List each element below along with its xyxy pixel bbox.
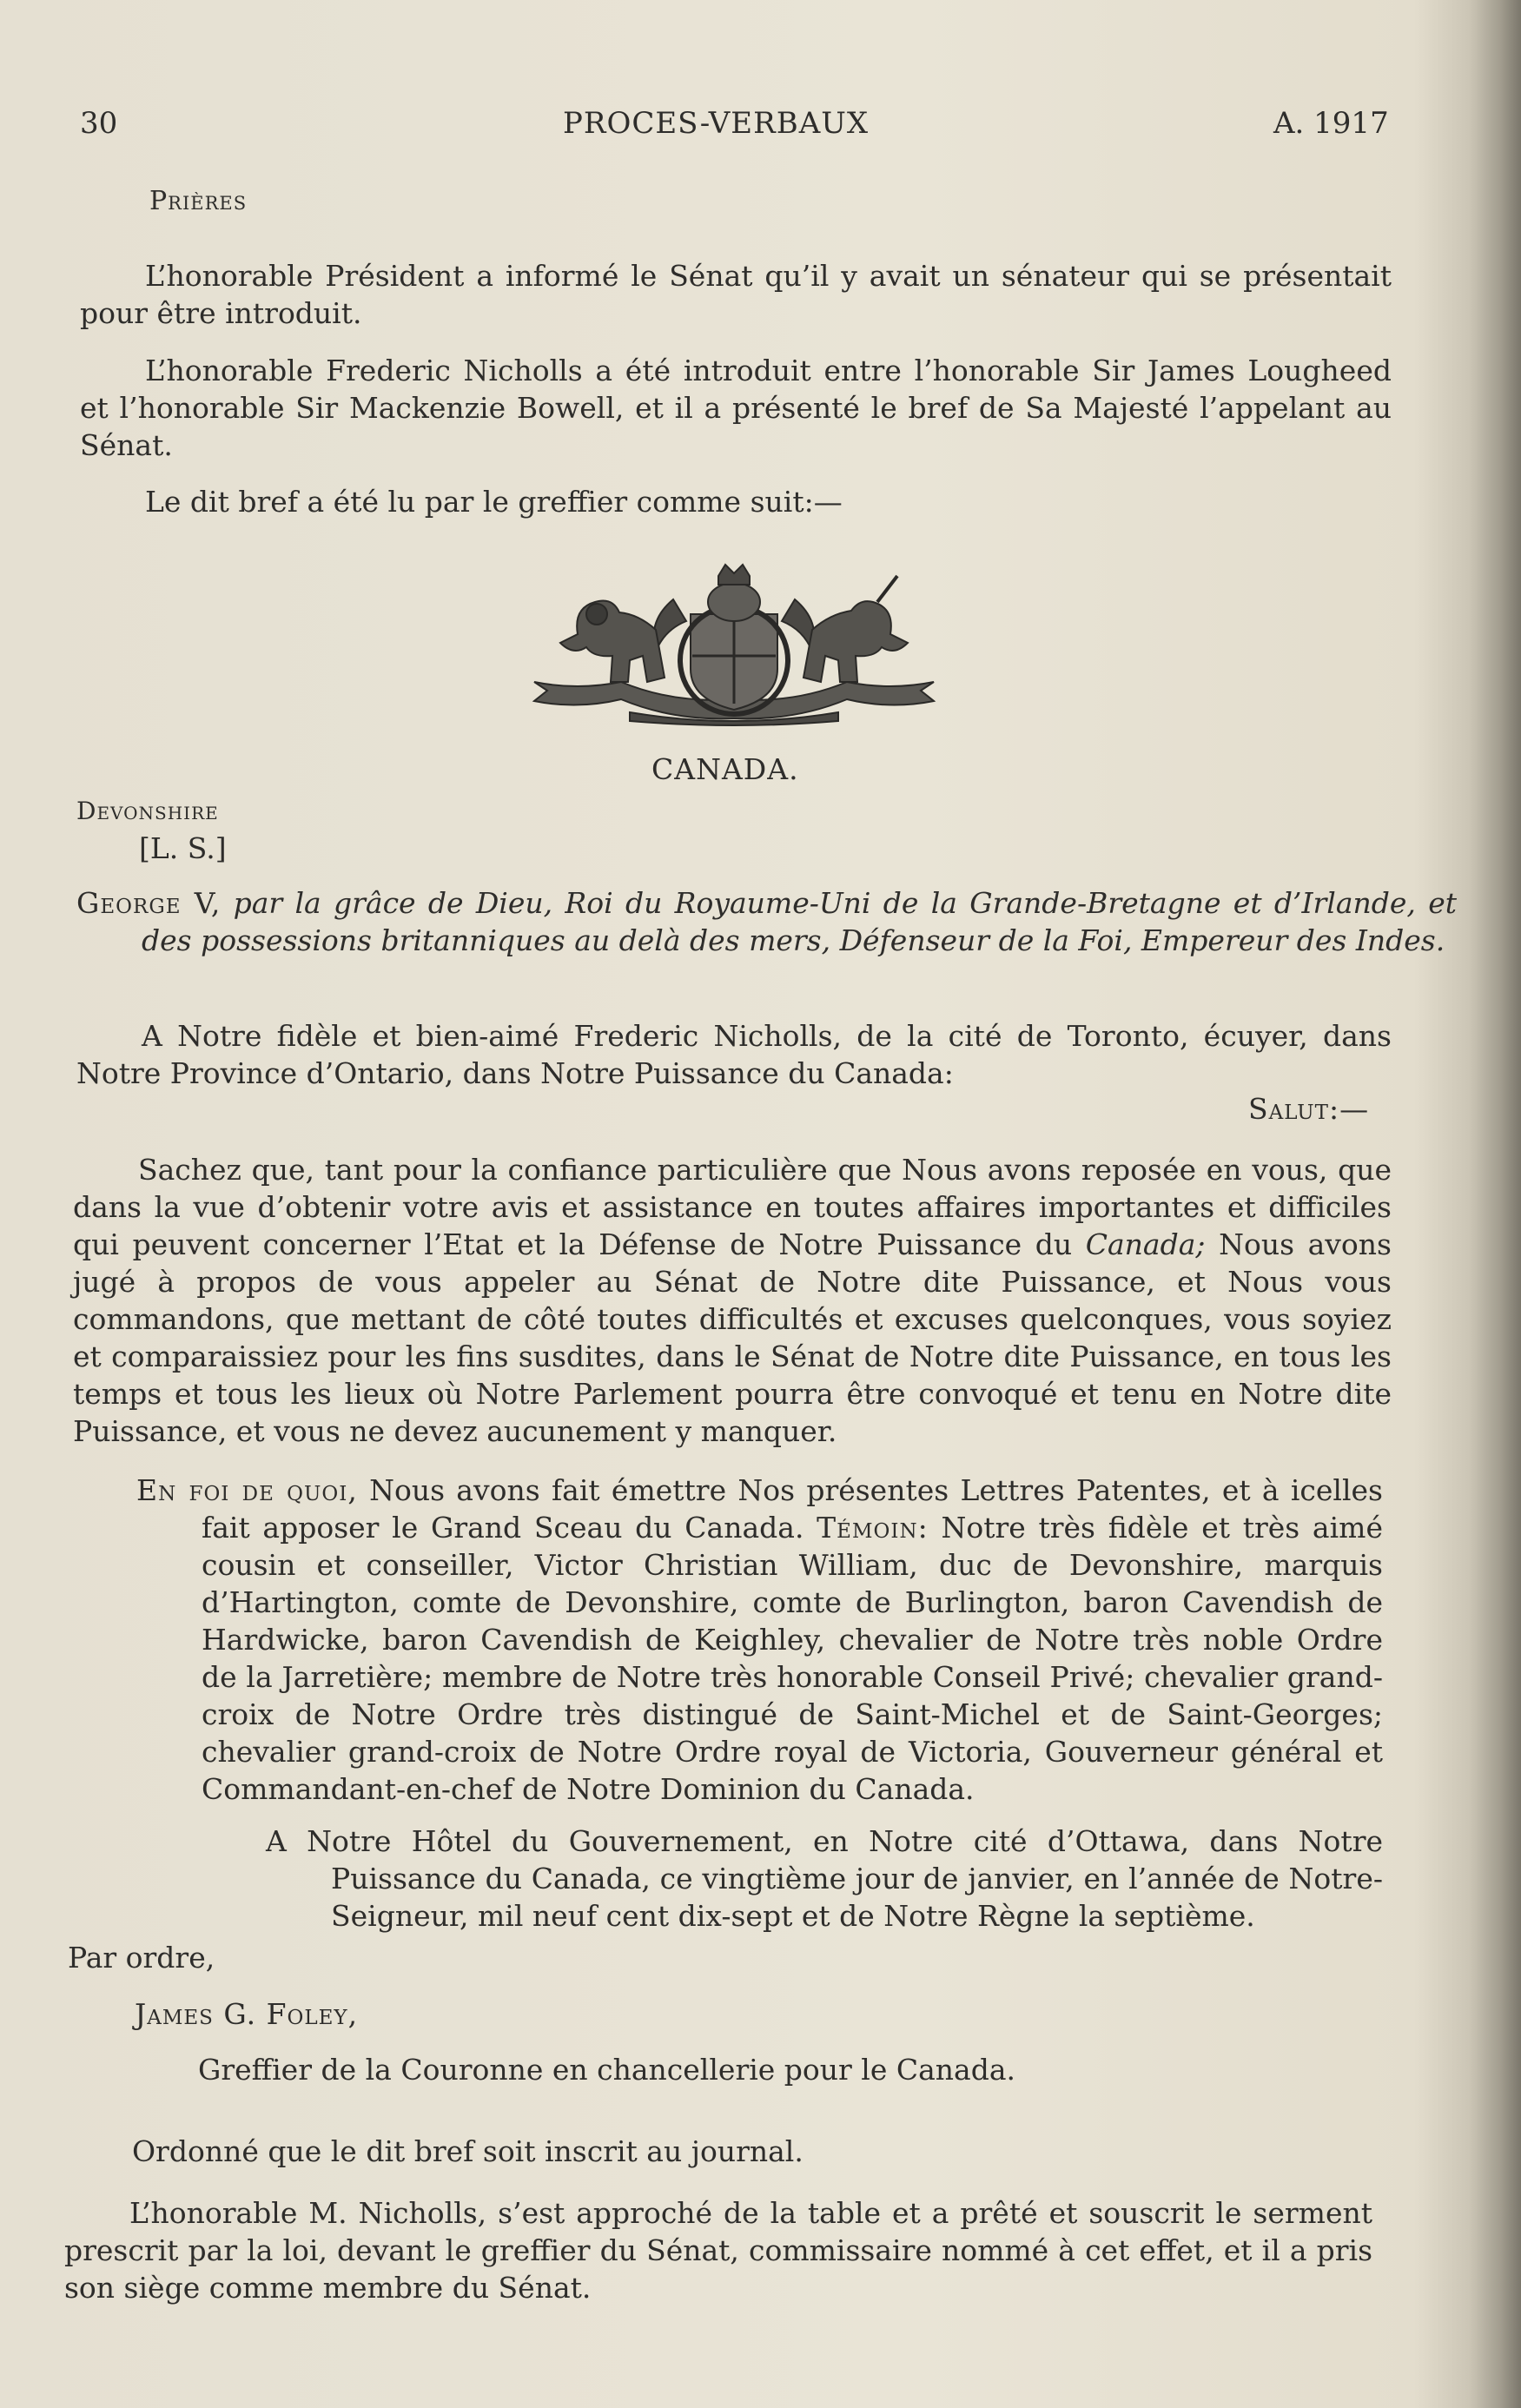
king-title — [76, 884, 1457, 959]
attestation-paragraph — [136, 1472, 1383, 1808]
paragraph-bref: Le dit bref a été lu par le greffier comme suit:— — [145, 485, 843, 519]
section-heading: Prières — [149, 186, 248, 216]
address-paragraph: A Notre fidèle et bien-aimé Frederic Nicholls, de la cité de Toronto, écuyer, dans Notre Province d’Ontario, dans Notre Puissance du Canada: — [76, 1019, 1392, 1090]
year-label: A. 1917 — [1273, 106, 1389, 141]
signatory-title: Greffier de la Couronne en chancellerie pour le Canada. — [198, 2053, 1016, 2087]
book-spine-shadow — [1469, 0, 1521, 2408]
writ-body-canada: Canada; — [1085, 1227, 1206, 1261]
canada-heading: CANADA. — [651, 752, 799, 786]
ordonne-paragraph: Ordonné que le dit bref soit inscrit au journal. — [132, 2134, 803, 2168]
seal-label: [L. S.] — [139, 831, 227, 865]
attestation-lead: En foi de quoi, — [136, 1473, 358, 1507]
page-title: PROCES-VERBAUX — [563, 106, 870, 141]
par-ordre-label: Par ordre, — [68, 1941, 215, 1975]
attestation-text-1: Nous avons fait émettre Nos présentes Lettres Patentes, et à icelles fait apposer le Grand Sceau du Canada. — [202, 1473, 1383, 1545]
temoin-label: Témoin: — [817, 1511, 929, 1545]
paragraph-president: L’honorable Président a informé le Sénat qu’il y avait un sénateur qui se présentait pour être introduit. — [80, 259, 1392, 330]
attestation-text-2: Notre très fidèle et très aimé cousin et conseiller, Victor Christian William, duc de Devonshire, marquis d’Hartington, comte de Devonshire, comte de Burlington, baron Cavendish de Hardwicke, baron Cavendish de Keighley, chevalier de Notre très noble Ordre de la Jarretière; membre de Notre très honorable Conseil Privé; chevalier grand-croix de Notre Ordre très distingué de Saint-Michel et de Saint-Georges; chevalier grand-croix de Notre Ordre royal de Victoria, Gouverneur général et Commandant-en-chef de Notre Dominion du Canada. — [202, 1511, 1383, 1806]
signatory-name: James G. Foley, — [135, 1997, 359, 2031]
king-name: George V, — [76, 886, 222, 920]
place-and-date: A Notre Hôtel du Gouvernement, en Notre cité d’Ottawa, dans Notre Puissance du Canada, ce vingtième jour de janvier, en l’année de Notre-Seigneur, mil neuf cent dix-sept et de Notre Règne la septième. — [266, 1824, 1383, 1933]
paragraph-introduction: L’honorable Frederic Nicholls a été introduit entre l’honorable Sir James Lougheed et l’honorable Sir Mackenzie Bowell, et il a présenté le bref de Sa Majesté l’appelant au Sénat. — [80, 354, 1392, 462]
writ-body-text-1: Sachez que, tant pour la confiance particulière que Nous avons reposée en vous, que dans la vue d’obtenir votre avis et assistance en toutes affaires importantes et difficiles qui peuvent concerner l’Etat et la Défense de Notre Puissance du — [73, 1153, 1392, 1261]
royal-coat-of-arms-icon — [526, 560, 942, 730]
writ-body-text-2: Nous avons jugé à propos de vous appeler au Sénat de Notre dite Puissance, et Nous vous commandons, que mettant de côté toutes difficultés et excuses quelconques, vous soyiez et comparaissiez pour les fins susdites, dans le Sénat de Notre dite Puissance, en tous les temps et tous les lieux où Notre Parlement pourra être convoqué et tenu en Notre dite Puissance, et vous ne devez aucunement y manquer. — [73, 1227, 1392, 1448]
salut-label: Salut:— — [1248, 1092, 1370, 1126]
writ-body — [73, 1151, 1392, 1450]
page-number: 30 — [80, 106, 118, 141]
king-styles: par la grâce de Dieu, Roi du Royaume-Uni de la Grande-Bretagne et d’Irlande, et des possessions britanniques au delà des mers, Défenseur de la Foi, Empereur des Indes. — [142, 886, 1457, 957]
devonshire-label: Devonshire — [76, 797, 219, 825]
final-paragraph: L’honorable M. Nicholls, s’est approché de la table et a prêté et souscrit le serment prescrit par la loi, devant le greffier du Sénat, commissaire nommé à cet effet, et il a pris son siège comme membre du Sénat. — [64, 2196, 1372, 2305]
